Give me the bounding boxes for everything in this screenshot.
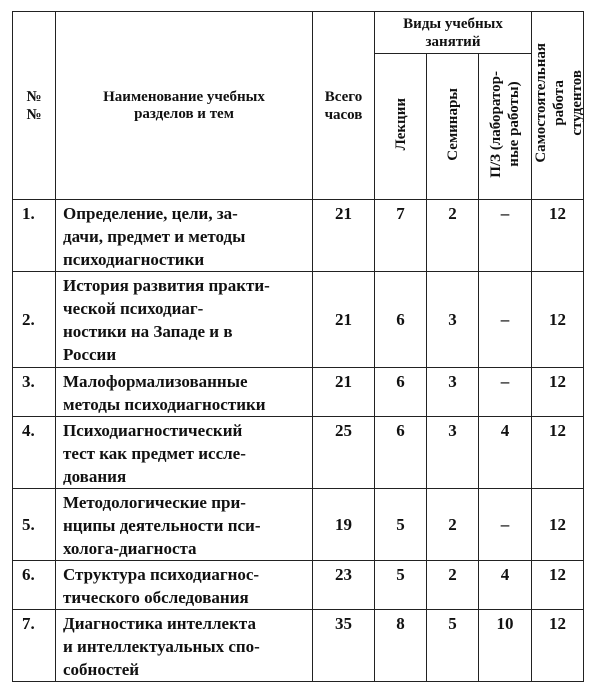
cell-total: 23 [313, 561, 375, 610]
cell-num: 4. [13, 417, 56, 489]
header-kinds: Виды учебных занятий [375, 12, 532, 54]
table-row [13, 489, 584, 561]
cell-self: 12 [532, 368, 584, 417]
cell-self: 12 [532, 561, 584, 610]
table-row [13, 561, 584, 610]
header-self: Самостоятельная работа студентов [532, 12, 584, 200]
cell-seminars: 3 [427, 272, 479, 368]
cell-seminars: 3 [427, 417, 479, 489]
table-row [13, 368, 584, 417]
table-row [13, 610, 584, 682]
cell-seminars: 2 [427, 561, 479, 610]
table-row [13, 200, 584, 272]
table-body [13, 200, 584, 682]
cell-labs: – [479, 272, 532, 368]
header-total: Всего часов [313, 12, 375, 200]
cell-seminars: 2 [427, 200, 479, 272]
cell-seminars: 2 [427, 489, 479, 561]
cell-total: 21 [313, 200, 375, 272]
header-labs: П/З (лаборатор- ные работы) [479, 54, 532, 200]
cell-lectures: 5 [375, 489, 427, 561]
cell-total: 19 [313, 489, 375, 561]
cell-labs: – [479, 368, 532, 417]
cell-total: 35 [313, 610, 375, 682]
cell-num: 1. [13, 200, 56, 272]
cell-lectures: 6 [375, 368, 427, 417]
curriculum-table [12, 11, 584, 682]
cell-num: 5. [13, 489, 56, 561]
cell-labs: 10 [479, 610, 532, 682]
cell-lectures: 8 [375, 610, 427, 682]
cell-total: 25 [313, 417, 375, 489]
cell-self: 12 [532, 610, 584, 682]
cell-labs: – [479, 489, 532, 561]
cell-lectures: 6 [375, 272, 427, 368]
cell-seminars: 3 [427, 368, 479, 417]
cell-name: Малоформализованные методы психодиагностики [56, 368, 313, 417]
cell-num: 7. [13, 610, 56, 682]
cell-labs: – [479, 200, 532, 272]
header-name: Наименование учебных разделов и тем [56, 12, 313, 200]
cell-name: Диагностика интеллекта и интеллектуальных спо- собностей [56, 610, 313, 682]
table-row [13, 417, 584, 489]
cell-total: 21 [313, 272, 375, 368]
header-num: № № [13, 12, 56, 200]
cell-num: 2. [13, 272, 56, 368]
header-seminars: Семинары [427, 54, 479, 200]
cell-total: 21 [313, 368, 375, 417]
cell-name: Психодиагностический тест как предмет иссле- дования [56, 417, 313, 489]
cell-labs: 4 [479, 561, 532, 610]
cell-lectures: 7 [375, 200, 427, 272]
cell-lectures: 5 [375, 561, 427, 610]
cell-self: 12 [532, 272, 584, 368]
cell-name: Структура психодиагнос- тического обследования [56, 561, 313, 610]
header-lectures: Лекции [375, 54, 427, 200]
cell-self: 12 [532, 200, 584, 272]
cell-num: 6. [13, 561, 56, 610]
cell-name: История развития практи- ческой психодиаг- ностики на Западе и в России [56, 272, 313, 368]
cell-name: Методологические при- нципы деятельности пси- холога-диагноста [56, 489, 313, 561]
cell-self: 12 [532, 417, 584, 489]
cell-labs: 4 [479, 417, 532, 489]
cell-self: 12 [532, 489, 584, 561]
table-row [13, 272, 584, 368]
cell-num: 3. [13, 368, 56, 417]
cell-seminars: 5 [427, 610, 479, 682]
cell-lectures: 6 [375, 417, 427, 489]
cell-name: Определение, цели, за- дачи, предмет и методы психодиагностики [56, 200, 313, 272]
